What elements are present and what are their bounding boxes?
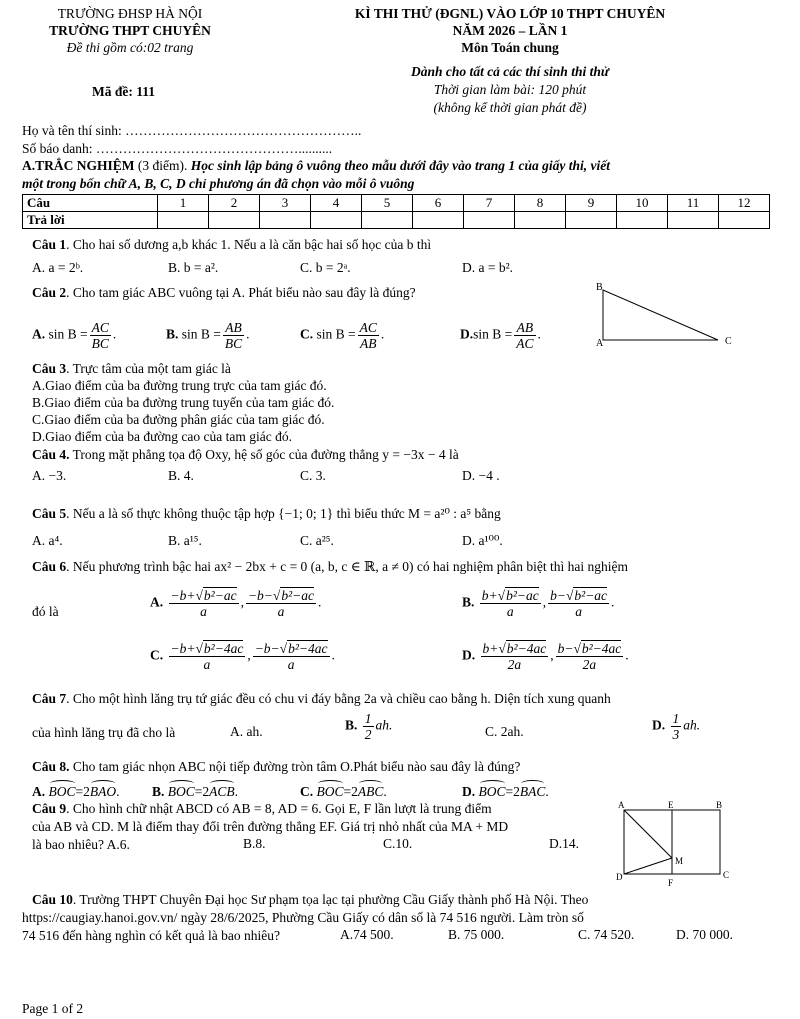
q7-d-prefix: D.	[652, 717, 666, 733]
q7-b-tail: ah.	[375, 717, 393, 733]
numerator: AC	[91, 320, 109, 335]
answer-table-number: 12	[719, 195, 770, 212]
q2-d-fraction	[514, 320, 535, 351]
q7-option-b	[345, 711, 392, 742]
numerator	[480, 588, 541, 604]
angle: BAO	[89, 784, 117, 799]
point-d-label: D	[616, 872, 623, 882]
point-f-label: F	[668, 878, 674, 888]
q2-stem	[32, 284, 416, 301]
q8-option-d: D. BOC=2BAC.	[462, 784, 549, 799]
fraction	[363, 711, 374, 742]
q3-option-c: C.Giao điểm của ba đường phân giác của tam giác đó.	[32, 412, 325, 427]
q7-label: Câu 7	[32, 691, 67, 706]
radical-sign: √	[497, 588, 506, 603]
q6-option-b: B. $\frac{\text{b+√b²−ac}}{a}$ , $\frac{\text{b−√b²−ac}}{a}$ .	[462, 588, 615, 619]
duration-note: (không kể thời gian phát đề)	[433, 100, 587, 115]
equals: =2	[343, 784, 358, 799]
radical-sign: √	[195, 641, 203, 656]
q2-b-fraction	[223, 320, 244, 351]
answer-cell	[515, 212, 566, 229]
q10-stem	[32, 891, 588, 908]
fraction	[548, 588, 609, 619]
denominator: 2a	[507, 657, 522, 672]
answer-table-number: 9	[566, 195, 617, 212]
numerator: AB	[223, 320, 244, 336]
numerator: 1	[672, 711, 680, 726]
denominator: a	[287, 657, 295, 672]
exam-year: NĂM 2026 – LẦN 1	[452, 23, 568, 38]
vertex-b-label: B	[596, 282, 603, 293]
q1-option-a: A. a = 2ᵇ.	[32, 260, 84, 275]
fraction	[253, 641, 330, 672]
triangle-abc	[603, 290, 718, 340]
radicand: b²−4ac	[288, 641, 328, 656]
q4-text: Trong mặt phẳng tọa độ Oxy, hệ số góc của đường thẳng y = −3x − 4 là	[69, 447, 459, 462]
q6-b-prefix: B.	[462, 594, 475, 610]
radicand: b²−4ac	[581, 641, 622, 656]
answer-table-row-label: Trả lời	[23, 212, 158, 229]
q9-label: Câu 9	[32, 801, 67, 816]
answer-cell	[566, 212, 617, 229]
q7-stem	[32, 690, 611, 707]
q8-option-c: C. BOC=2ABC.	[300, 784, 387, 799]
q6-option-c: C. $\frac{\text{−b+√b²−4ac}}{a}$ , $\frac{\text{−b−√b²−4ac}}{a}$ .	[150, 641, 335, 672]
term: −b−	[254, 641, 280, 656]
q2-a-fraction	[90, 320, 111, 351]
answer-table-number: 7	[464, 195, 515, 212]
term: b−	[550, 588, 566, 603]
vertex-a-label: A	[596, 338, 604, 349]
answer-table	[22, 194, 770, 229]
q4-option-a: A. −3.	[32, 468, 67, 483]
section-a-instruction-1: Học sinh lập bảng ô vuông theo mẫu dưới đây vào trang 1 của giấy thi, viết	[190, 158, 610, 173]
q9-rectangle-figure	[612, 798, 732, 890]
q9-option-b: B.8.	[243, 836, 266, 851]
point-a-label: A	[618, 800, 625, 810]
q6-a-prefix: A.	[150, 594, 164, 610]
term: −b+	[170, 641, 196, 656]
q9-option-c: C.10.	[383, 836, 413, 851]
q10-option-d: D. 70 000.	[676, 927, 733, 942]
section-a-instruction-2: một trong bốn chữ A, B, C, D chỉ phương án đã chọn vào mỗi ô vuông	[22, 176, 415, 191]
denominator: AC	[516, 336, 534, 351]
school-line1: TRƯỜNG ĐHSP HÀ NỘI	[57, 6, 203, 21]
answer-table-number: 2	[209, 195, 260, 212]
point-m-label: M	[675, 856, 684, 866]
q4-stem	[32, 446, 459, 463]
q3-option-b: B.Giao điểm của ba đường trung tuyến của tam giác đó.	[32, 395, 335, 410]
q5-label: Câu 5	[32, 506, 67, 521]
numerator	[481, 641, 549, 657]
answer-cell	[260, 212, 311, 229]
q8-text: Cho tam giác nhọn ABC nội tiếp đường tròn tâm O.Phát biểu nào sau đây là đúng?	[69, 759, 521, 774]
numerator	[253, 641, 330, 657]
fraction	[169, 641, 246, 672]
q2-d-prefix: D.	[460, 326, 474, 342]
q4-label: Câu 4.	[32, 447, 70, 462]
subject: Môn Toán chung	[461, 40, 559, 55]
q2-c-fraction	[358, 320, 379, 351]
q2-b-prefix: B.	[166, 326, 179, 342]
section-a-points: (3 điểm).	[134, 158, 191, 173]
q3-option-a: A.Giao điểm của ba đường trung trực của tam giác đó.	[32, 378, 327, 393]
radical-sign: √	[565, 588, 574, 603]
q3-label: Câu 3	[32, 361, 67, 376]
q9-text1: . Cho hình chữ nhật ABCD có AB = 8, AD = 6. Gọi E, F lần lượt là trung điểm	[66, 801, 492, 816]
angle: BOC	[167, 784, 195, 799]
radical-sign: √	[195, 588, 203, 603]
q9-stem	[32, 800, 492, 817]
q1-text: . Cho hai số dương a,b khác 1. Nếu a là căn bậc hai số học của b thì	[66, 237, 432, 252]
answer-table-number: 10	[617, 195, 668, 212]
section-a-heading	[22, 157, 610, 174]
q2-triangle-figure	[590, 280, 740, 350]
denominator: a	[277, 604, 285, 619]
q1-option-d: D. a = b².	[462, 260, 514, 275]
denominator: 2	[364, 727, 372, 742]
fraction	[671, 711, 682, 742]
answer-table-number: 8	[515, 195, 566, 212]
q2-b-sin: sin B =	[181, 326, 221, 342]
q1-label: Câu 1	[32, 237, 67, 252]
radicand: b²−4ac	[506, 641, 547, 656]
q6-stem	[32, 558, 628, 575]
q6-text: . Nếu phương trình bậc hai ax² − 2bx + c = 0 (a, b, c ∈ ℝ, a ≠ 0) có hai nghiệm phân biệt thì hai nghiệm	[66, 559, 628, 574]
q8-stem	[32, 758, 520, 775]
denominator: BC	[91, 336, 109, 351]
angle: BOC	[316, 784, 344, 799]
q2-c-prefix: C.	[300, 326, 314, 342]
numerator	[548, 588, 609, 604]
q10-text2: https://caugiay.hanoi.gov.vn/ ngày 28/6/2025, Phường Cầu Giấy có dân số là 74 516 người. Làm tròn số	[22, 910, 584, 925]
segment-md	[624, 858, 672, 874]
answer-table-header-row	[23, 195, 770, 212]
page-number: Page 1 of 2	[22, 1001, 84, 1016]
q2-option-d: D.sin B = $\frac{AB}{AC}$ .	[460, 320, 541, 351]
q4-option-b: B. 4.	[168, 468, 194, 483]
q3-option-d: D.Giao điểm của ba đường cao của tam giác đó.	[32, 429, 292, 444]
answer-cell	[464, 212, 515, 229]
q6-d-prefix: D.	[462, 647, 476, 663]
q2-c-sin: sin B =	[316, 326, 356, 342]
radicand: b²−ac	[281, 588, 314, 603]
prefix: C.	[300, 784, 314, 799]
denominator: a	[506, 604, 514, 619]
term: b−	[557, 641, 574, 656]
numerator: AC	[359, 320, 377, 335]
q9-text2: của AB và CD. M là điểm thay đổi trên đường thẳng EF. Giá trị nhỏ nhất của MA + MD	[32, 819, 509, 834]
radical-sign: √	[279, 641, 288, 656]
exam-title: KÌ THI THỬ (ĐGNL) VÀO LỚP 10 THPT CHUYÊN	[354, 6, 666, 21]
q7-text: . Cho một hình lăng trụ tứ giác đều có chu vi đáy bằng 2a và chiều cao bằng h. Diện tích xung quanh	[66, 691, 611, 706]
audience: Dành cho tất cả các thí sinh thi thử	[411, 64, 609, 79]
angle: BAC	[519, 784, 546, 799]
q8-option-a: A. BOC=2BAO.	[32, 784, 120, 799]
fraction	[480, 588, 541, 619]
q9-text3: là bao nhiêu? A.6.	[32, 837, 130, 852]
q10-option-b: B. 75 000.	[448, 927, 505, 942]
q10-option-a: A.74 500.	[340, 927, 394, 942]
vertex-c-label: C	[725, 336, 732, 347]
term: −b−	[247, 588, 273, 603]
q2-option-a: A. sin B = $\frac{AC}{BC}$ .	[32, 320, 117, 351]
angle: BOC	[48, 784, 76, 799]
radicand: b²−ac	[203, 588, 237, 603]
angle: BOC	[478, 784, 506, 799]
answer-cell	[362, 212, 413, 229]
equals: =2	[75, 784, 90, 799]
fraction	[246, 588, 316, 619]
q7-option-d	[652, 711, 700, 742]
term: b+	[482, 641, 499, 656]
candidate-id-field: Số báo danh: ………………………………………..........	[22, 141, 333, 156]
radical-sign: √	[573, 641, 581, 656]
angle: ACB	[209, 784, 235, 799]
q2-option-c: C. sin B = $\frac{AC}{AB}$ .	[300, 320, 385, 351]
point-c-label: C	[723, 870, 730, 880]
numerator	[169, 588, 239, 604]
exam-code: Mã đề: 111	[92, 84, 155, 99]
q6-option-d: D. $\frac{\text{b+√b²−4ac}}{2a}$ , $\frac{\text{b−√b²−4ac}}{2a}$ .	[462, 641, 629, 672]
q4-option-c: C. 3.	[300, 468, 326, 483]
q10-text3: 74 516 đến hàng nghìn có kết quả là bao nhiêu?	[22, 928, 280, 943]
radical-sign: √	[272, 588, 281, 603]
prefix: D.	[462, 784, 476, 799]
q5-text: . Nếu a là số thực không thuộc tập hợp {−1; 0; 1} thì biểu thức M = a²⁰ : a⁵ bằng	[66, 506, 501, 521]
prefix: B.	[152, 784, 165, 799]
q8-option-b: B. BOC=2ACB.	[152, 784, 239, 799]
point-b-label: B	[716, 800, 723, 810]
radical-sign: √	[498, 641, 506, 656]
q5-option-a: A. a⁴.	[32, 533, 63, 548]
q5-stem	[32, 505, 501, 522]
section-a-title: A.TRẮC NGHIỆM	[22, 158, 135, 173]
numerator: AB	[514, 320, 535, 336]
q7-b-prefix: B.	[345, 717, 358, 733]
q6-option-a: A. $\frac{\text{−b+√b²−ac}}{a}$ , $\frac{\text{−b−√b²−ac}}{a}$ .	[150, 588, 322, 619]
fraction	[556, 641, 624, 672]
fraction	[169, 588, 239, 619]
term: b+	[481, 588, 498, 603]
q7-option-c: C. 2ah.	[485, 724, 524, 739]
q3-text: . Trực tâm của một tam giác là	[66, 361, 231, 376]
radicand: b²−4ac	[203, 641, 244, 656]
denominator: 2a	[582, 657, 597, 672]
answer-table-number: 3	[260, 195, 311, 212]
q10-label: Câu 10	[32, 892, 73, 907]
denominator: a	[575, 604, 582, 619]
numerator	[556, 641, 624, 657]
q7-option-a: A. ah.	[230, 724, 263, 739]
q2-d-sin: sin B =	[473, 326, 513, 342]
answer-table-number: 5	[362, 195, 413, 212]
segment-ma	[624, 810, 672, 858]
answer-cell	[209, 212, 260, 229]
q6-stem-cont: đó là	[32, 604, 59, 619]
q1-stem	[32, 236, 431, 253]
equals: =2	[194, 784, 210, 799]
q10-option-c: C. 74 520.	[578, 927, 635, 942]
answer-table-number: 11	[668, 195, 719, 212]
q2-label: Câu 2	[32, 285, 67, 300]
denominator: a	[203, 657, 211, 672]
q8-label: Câu 8.	[32, 759, 70, 774]
q4-option-d: D. −4 .	[462, 468, 500, 483]
q5-option-d: D. a¹⁰⁰.	[462, 533, 503, 548]
q9-option-d: D.14.	[549, 836, 579, 851]
denominator: AB	[360, 336, 377, 351]
q10-text1: . Trường THPT Chuyên Đại học Sư phạm tọa lạc tại phường Cầu Giấy thành phố Hà Nội. Theo	[72, 892, 589, 907]
answer-cell	[311, 212, 362, 229]
answer-table-number: 1	[158, 195, 209, 212]
q2-text: . Cho tam giác ABC vuông tại A. Phát biểu nào sau đây là đúng?	[66, 285, 416, 300]
q6-label: Câu 6	[32, 559, 67, 574]
term: −b+	[170, 588, 196, 603]
q7-stem-cont: của hình lăng trụ đã cho là	[32, 725, 176, 740]
q5-option-b: B. a¹⁵.	[168, 533, 202, 548]
page-count: Đề thi gồm có:02 trang	[66, 40, 194, 55]
q2-a-prefix: A.	[32, 326, 46, 342]
school-line2: TRƯỜNG THPT CHUYÊN	[49, 23, 211, 38]
q6-c-prefix: C.	[150, 647, 164, 663]
q2-a-sin: sin B =	[48, 326, 88, 342]
answer-cell	[668, 212, 719, 229]
angle: ABC	[357, 784, 384, 799]
numerator: 1	[364, 711, 372, 726]
q3-stem	[32, 360, 231, 377]
prefix: A.	[32, 784, 46, 799]
answer-table-number: 4	[311, 195, 362, 212]
radicand: b²−ac	[506, 588, 539, 603]
answer-table-number: 6	[413, 195, 464, 212]
candidate-name-field: Họ và tên thí sinh: ……………………………………………..	[22, 123, 362, 138]
duration: Thời gian làm bài: 120 phút	[433, 82, 587, 97]
answer-cell	[413, 212, 464, 229]
q7-d-tail: ah.	[683, 717, 701, 733]
answer-cell	[719, 212, 770, 229]
q2-option-b: B. sin B = $\frac{AB}{BC}$ .	[166, 320, 250, 351]
answer-cell	[158, 212, 209, 229]
q1-option-c: C. b = 2ᵃ.	[300, 260, 351, 275]
answer-cell	[617, 212, 668, 229]
denominator: 3	[672, 727, 680, 742]
numerator	[246, 588, 316, 604]
q1-option-b: B. b = a².	[168, 260, 219, 275]
denominator: BC	[224, 336, 243, 351]
radicand: b²−ac	[574, 588, 608, 603]
fraction	[481, 641, 549, 672]
answer-table-row-label: Câu	[23, 195, 158, 212]
numerator	[169, 641, 246, 657]
point-e-label: E	[668, 800, 674, 810]
denominator: a	[200, 604, 207, 619]
answer-table-answer-row	[23, 212, 770, 229]
equals: =2	[505, 784, 520, 799]
q5-option-c: C. a²⁵.	[300, 533, 334, 548]
